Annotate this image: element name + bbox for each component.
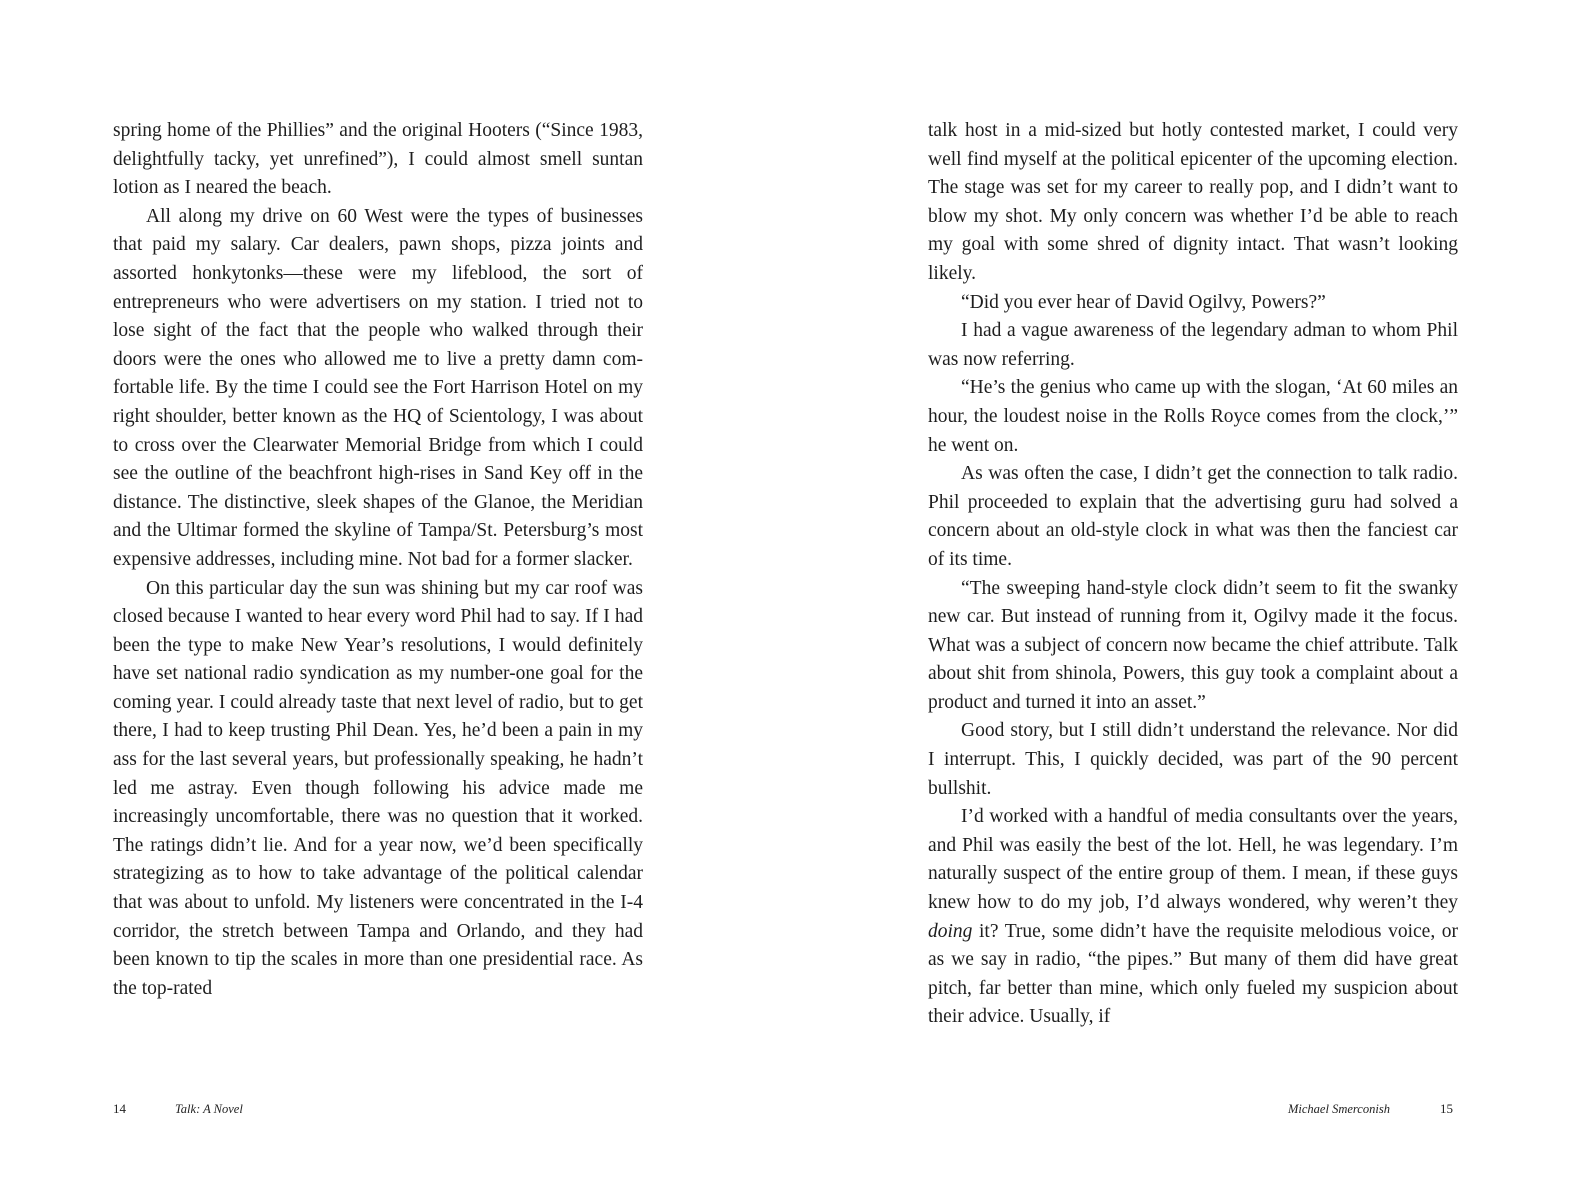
paragraph: “Did you ever hear of David Ogilvy, Powers?” [961, 291, 1326, 313]
paragraph: As was often the case, I didn’t get the connection to talk radio. Phil proceeded to explain that the advertising guru had solved a concern about an old-style clock in what was then the fanciest car of its time. [928, 463, 1458, 570]
paragraph: “He’s the genius who came up with the slogan, ‘At 60 miles an hour, the loudest noise in the Rolls Royce comes from the clock,’” he went on. [928, 377, 1458, 456]
running-head-author: Michael Smerconish [1288, 1102, 1390, 1116]
italic-word: doing [928, 920, 973, 942]
paragraph: spring home of the Phillies” and the original Hooters (“Since 1983, delightfully tacky, yet unrefined”), I could almost smell suntan lotion as I neared the beach. [113, 120, 643, 199]
paragraph: All along my drive on 60 West were the types of businesses that paid my salary. Car dealers, pawn shops, pizza joints and assorted honkytonks—these were my lifeblood, the sort of entrepreneurs who were advertisers on my station. I tried not to lose sight of the fact that the people who walked through their doors were the ones who allowed me to live a pretty damn comfortable life. By the time I could see the Fort Harrison Hotel on my right shoulder, better known as the HQ of Scientology, I was about to cross over the Clearwater Memorial Bridge from which I could see the outline of the beachfront high-rises in Sand Key off in the distance. The distinctive, sleek shapes of the Glanoe, the Meridian and the Ultimar formed the skyline of Tampa/St. Petersburg’s most expensive addresses, including mine. Not bad for a former slacker. [113, 205, 643, 570]
text-run: it? True, some didn’t have the requisite melodious voice, or as we say in radio, “the pipes.” But many of them did have great pitch, far better than mine, which only fueled my suspicion about their advice. Usually, if [928, 920, 1459, 1028]
paragraph: Good story, but I still didn’t understand the relevance. Nor did I interrupt. This, I quickly decided, was part of the 90 percent bullshit. [928, 720, 1458, 799]
paragraph: talk host in a mid-sized but hotly contested market, I could very well find myself at the political epicenter of the upcoming election. The stage was set for my career to really pop, and I didn’t want to blow my shot. My only concern was whether I’d be able to reach my goal with some shred of dignity intact. That wasn’t looking likely. [928, 120, 1458, 284]
right-page [794, 0, 1588, 1200]
running-head-title: Talk: A Novel [175, 1102, 243, 1116]
page-number: 14 [113, 1101, 126, 1116]
right-page-body [928, 117, 1458, 1032]
paragraph: “The sweeping hand-style clock didn’t seem to fit the swanky new car. But instead of running from it, Ogilvy made it the focus. What was a subject of concern now became the chief attribute. Talk about shit from shinola, Powers, this guy took a complaint about a product and turned it into an asset.” [928, 577, 1458, 713]
left-page [0, 0, 794, 1200]
left-page-body [113, 117, 643, 1003]
paragraph: I had a vague awareness of the legendary adman to whom Phil was now referring. [928, 320, 1458, 370]
text-run: I’d worked with a handful of media consultants over the years, and Phil was easily the best of the lot. Hell, he was legendary. I’m naturally suspect of the entire group of them. I mean, if these guys knew how to do my job, I’d always wondered, why weren’t they [928, 806, 1458, 914]
page-number: 15 [1440, 1101, 1453, 1116]
paragraph: On this particular day the sun was shining but my car roof was closed because I wanted to hear every word Phil had to say. If I had been the type to make New Year’s resolutions, I would definitely have set national radio syndication as my number-one goal for the coming year. I could already taste that next level of radio, but to get there, I had to keep trusting Phil Dean. Yes, he’d been a pain in my ass for the last several years, but professionally speaking, he hadn’t led me astray. Even though following his advice made me increasingly uncomfortable, there was no question that it worked. The ratings didn’t lie. And for a year now, we’d been specifically strategizing as to how to take advantage of the political calendar that was about to unfold. My listeners were concentrated in the I-4 corridor, the stretch between Tampa and Orlando, and they had been known to tip the scales in more than one presidential race. As the top-rated [113, 577, 643, 999]
paragraph [928, 803, 1458, 1032]
